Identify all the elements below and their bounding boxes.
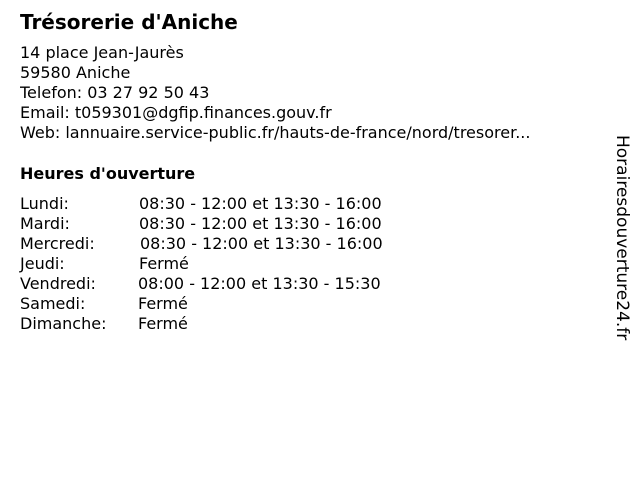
- email-address: Email: t059301@dgfip.finances.gouv.fr: [20, 103, 332, 122]
- phone-number: Telefon: 03 27 92 50 43: [20, 83, 210, 102]
- day-label: Lundi:: [20, 194, 69, 213]
- hours-value: Fermé: [138, 314, 188, 333]
- hours-value: 08:30 - 12:00 et 13:30 - 16:00: [139, 214, 382, 233]
- day-label: Samedi:: [20, 294, 86, 313]
- day-label: Dimanche:: [20, 314, 107, 333]
- day-label: Mercredi:: [20, 234, 95, 253]
- hours-value: Fermé: [138, 294, 188, 313]
- day-label: Vendredi:: [20, 274, 96, 293]
- hours-value: 08:30 - 12:00 et 13:30 - 16:00: [139, 194, 382, 213]
- day-label: Mardi:: [20, 214, 70, 233]
- opening-hours-heading: Heures d'ouverture: [20, 164, 196, 183]
- hours-value: 08:00 - 12:00 et 13:30 - 15:30: [138, 274, 381, 293]
- city-address: 59580 Aniche: [20, 63, 131, 82]
- street-address: 14 place Jean-Jaurès: [20, 43, 184, 62]
- contact-info: [20, 43, 600, 143]
- website-url: Web: lannuaire.service-public.fr/hauts-de-france/nord/tresorer...: [20, 123, 531, 142]
- hours-value: 08:30 - 12:00 et 13:30 - 16:00: [140, 234, 383, 253]
- page-title: Trésorerie d'Aniche: [20, 10, 238, 34]
- day-label: Jeudi:: [20, 254, 65, 273]
- watermark: Horairesdouverture24.fr: [612, 135, 632, 341]
- hours-value: Fermé: [139, 254, 189, 273]
